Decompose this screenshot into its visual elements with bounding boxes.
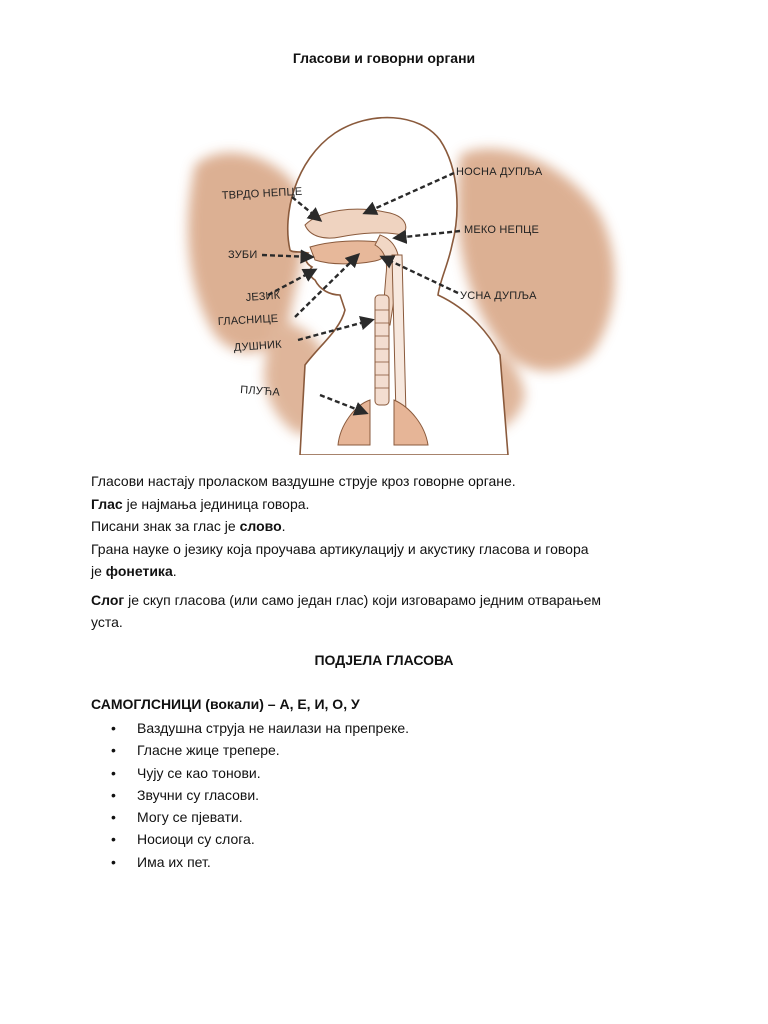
list-item — [111, 828, 409, 850]
list-item-text: Носиоци су слога. — [137, 831, 255, 848]
page-title: Гласови и говорни органи — [292, 50, 476, 66]
paragraph-sounds: Гласови настају проласком ваздушне струје кроз говорне органе. — [91, 473, 516, 489]
list-item-text: Могу се пјевати. — [137, 809, 243, 826]
label-pluca: ПЛУЋА — [239, 384, 281, 399]
list-item-text: Ваздушна струја не наилази на препреке. — [137, 720, 410, 736]
term-fonetika: фонетика — [105, 563, 173, 579]
list-item — [111, 806, 409, 828]
paragraph-glas-text: је најмања јединица говора. — [122, 495, 310, 512]
paragraph-fonetika-end: . — [172, 563, 177, 579]
label-meko-nepce: МЕКО НЕПЦЕ — [464, 224, 540, 236]
bullet-icon: • — [111, 853, 116, 870]
list-item — [111, 784, 409, 806]
list-item — [111, 851, 409, 873]
list-item-text: Има их пет. — [137, 853, 211, 870]
head-diagram — [170, 95, 630, 455]
bullet-icon: • — [111, 809, 116, 826]
list-item-text: Гласне жице трепере. — [137, 742, 280, 759]
term-slog: Слог — [91, 591, 125, 608]
bullet-icon: • — [111, 786, 116, 803]
list-item — [111, 762, 409, 784]
label-tvrdo-nepce: ТВРДО НЕПЦЕ — [221, 185, 303, 202]
paragraph-slovo-end: . — [281, 518, 286, 534]
list-item — [111, 717, 409, 739]
vowels-list — [111, 717, 409, 873]
paragraph-fonetika-line2 — [91, 560, 691, 583]
paragraph-slog-line2: уста. — [91, 614, 123, 630]
list-item-text: Звучни су гласови. — [137, 786, 260, 803]
bullet-icon: • — [111, 831, 116, 848]
bullet-icon: • — [111, 720, 116, 736]
list-item-text: Чују се као тонови. — [137, 764, 261, 781]
paragraph-slog-line1 — [91, 589, 691, 612]
bullet-icon: • — [111, 764, 116, 781]
list-item — [111, 739, 409, 761]
term-slovo: слово — [239, 518, 282, 534]
label-glasnice: ГЛАСНИЦЕ — [217, 312, 279, 328]
paragraph-fonetika-line1: Грана науке о језику која проучава артикулацију и акустику гласова и говора — [91, 540, 589, 557]
label-usna-duplja: УСНА ДУПЉА — [460, 290, 537, 302]
paragraph-slog-text: је скуп гласова (или само један глас) који изговарамо једним отварањем — [124, 591, 601, 608]
label-zubi: ЗУБИ — [228, 249, 258, 261]
bullet-icon: • — [111, 742, 116, 759]
speech-organs-illustration — [170, 95, 630, 455]
paragraph-fonetika-text: је — [91, 563, 106, 579]
label-jezik: ЈЕЗИК — [245, 289, 281, 304]
vowels-heading: САМОГЛСНИЦИ (вокали) – А, Е, И, О, У — [91, 696, 360, 712]
term-glas: Глас — [91, 495, 123, 512]
body-text — [91, 470, 691, 634]
label-nosna-duplja: НОСНА ДУПЉА — [456, 166, 543, 178]
paragraph-slovo-text: Писани знак за глас је — [91, 518, 240, 534]
label-dusnik: ДУШНИК — [233, 338, 283, 354]
paragraph-slovo — [91, 515, 691, 538]
paragraph-glas — [91, 493, 691, 516]
section-title: ПОДЈЕЛА ГЛАСОВА — [314, 652, 454, 668]
